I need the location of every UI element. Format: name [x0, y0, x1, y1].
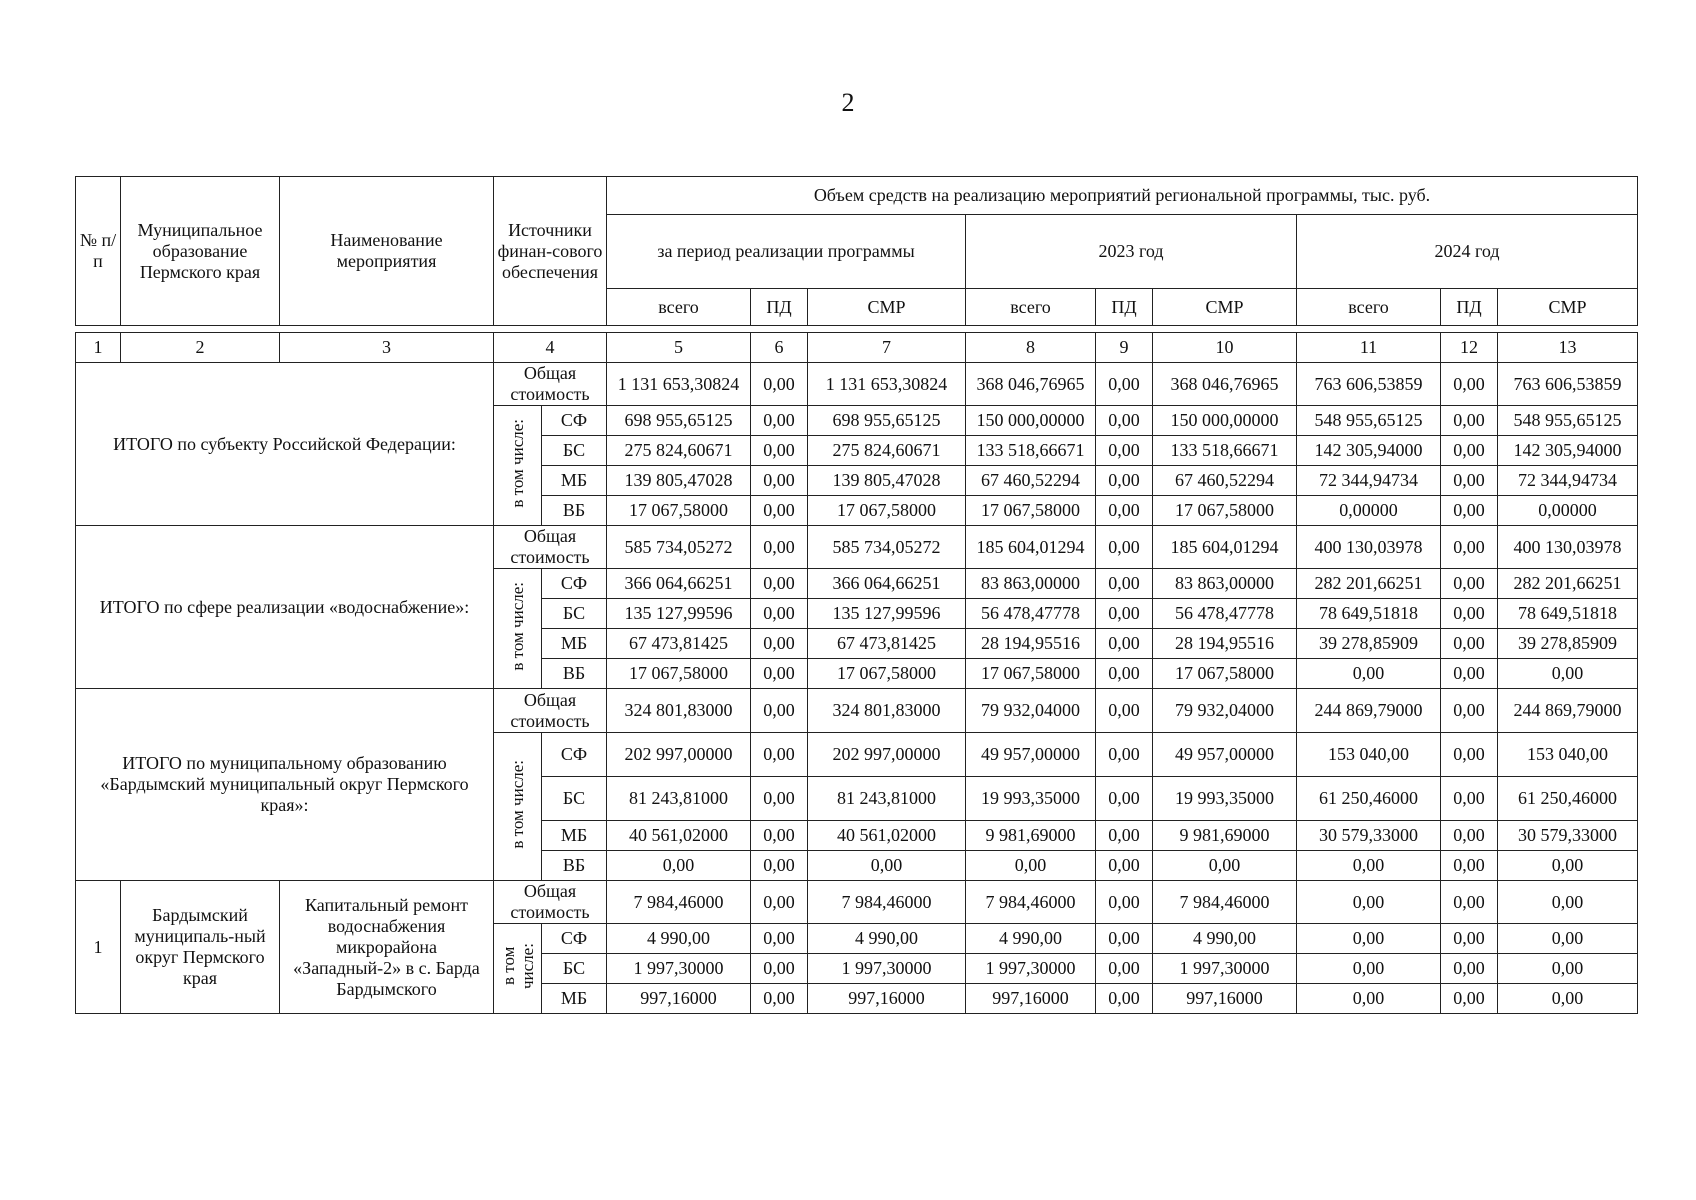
cell-value: 142 305,94000 — [1297, 436, 1441, 466]
source-code: СФ — [542, 924, 607, 954]
cell-value: 1 997,30000 — [1153, 954, 1297, 984]
cell-value: 133 518,66671 — [1153, 436, 1297, 466]
including-label — [494, 406, 542, 526]
cell-value: 0,00 — [1441, 436, 1498, 466]
total-value: 585 734,05272 — [607, 526, 751, 569]
cell-value: 0,00 — [751, 821, 808, 851]
cell-value: 0,00 — [1096, 466, 1153, 496]
total-value: 1 131 653,30824 — [808, 363, 966, 406]
total-value: 368 046,76965 — [1153, 363, 1297, 406]
cell-value: 56 478,47778 — [966, 599, 1096, 629]
cell-value: 698 955,65125 — [607, 406, 751, 436]
cell-value: 0,00 — [1498, 851, 1638, 881]
source-code: БС — [542, 954, 607, 984]
header-sub-всего: всего — [1297, 289, 1441, 326]
cell-value: 275 824,60671 — [808, 436, 966, 466]
cell-value: 40 561,02000 — [808, 821, 966, 851]
cell-value: 30 579,33000 — [1498, 821, 1638, 851]
source-code: ВБ — [542, 659, 607, 689]
source-code: БС — [542, 777, 607, 821]
including-label — [494, 924, 542, 1014]
total-value: 324 801,83000 — [607, 689, 751, 733]
cell-value: 997,16000 — [607, 984, 751, 1014]
cell-value: 548 955,65125 — [1297, 406, 1441, 436]
cell-value: 4 990,00 — [966, 924, 1096, 954]
cell-value: 0,00 — [1441, 954, 1498, 984]
including-label-text: в том числе: — [508, 418, 527, 508]
total-value: 7 984,46000 — [966, 881, 1096, 924]
cell-value: 0,00 — [1153, 851, 1297, 881]
column-number: 2 — [121, 333, 280, 363]
cell-value: 0,00 — [1498, 659, 1638, 689]
cell-value: 4 990,00 — [1153, 924, 1297, 954]
cell-value: 0,00 — [1441, 659, 1498, 689]
total-value: 0,00 — [1498, 881, 1638, 924]
cell-value: 83 863,00000 — [1153, 569, 1297, 599]
cell-value: 9 981,69000 — [966, 821, 1096, 851]
source-code: СФ — [542, 569, 607, 599]
total-value: 1 131 653,30824 — [607, 363, 751, 406]
cell-value: 67 473,81425 — [808, 629, 966, 659]
cell-value: 153 040,00 — [1297, 733, 1441, 777]
header-event-name: Наименование мероприятия — [280, 177, 494, 326]
cell-value: 49 957,00000 — [1153, 733, 1297, 777]
total-value: 0,00 — [1096, 689, 1153, 733]
source-code: ВБ — [542, 496, 607, 526]
cell-value: 150 000,00000 — [1153, 406, 1297, 436]
cell-value: 0,00 — [1096, 924, 1153, 954]
cell-value: 0,00 — [751, 599, 808, 629]
cell-value: 67 460,52294 — [1153, 466, 1297, 496]
including-label — [494, 733, 542, 881]
cell-value: 67 460,52294 — [966, 466, 1096, 496]
source-code: МБ — [542, 466, 607, 496]
cell-value: 17 067,58000 — [1153, 659, 1297, 689]
cell-value: 0,00 — [1096, 599, 1153, 629]
cell-value: 0,00 — [1441, 924, 1498, 954]
section-title: ИТОГО по субъекту Российской Федерации: — [76, 363, 494, 526]
cell-value: 0,00000 — [1498, 496, 1638, 526]
item-number: 1 — [76, 881, 121, 1014]
cell-value: 17 067,58000 — [966, 659, 1096, 689]
total-cost-label: Общая стоимость — [494, 881, 607, 924]
cell-value: 202 997,00000 — [808, 733, 966, 777]
cell-value: 61 250,46000 — [1297, 777, 1441, 821]
header-num: № п/п — [76, 177, 121, 326]
including-label — [494, 569, 542, 689]
cell-value: 19 993,35000 — [1153, 777, 1297, 821]
column-number: 10 — [1153, 333, 1297, 363]
cell-value: 39 278,85909 — [1498, 629, 1638, 659]
column-number: 3 — [280, 333, 494, 363]
cell-value: 0,00 — [1441, 466, 1498, 496]
cell-value: 282 201,66251 — [1498, 569, 1638, 599]
cell-value: 17 067,58000 — [607, 659, 751, 689]
cell-value: 0,00 — [1096, 851, 1153, 881]
cell-value: 78 649,51818 — [1297, 599, 1441, 629]
column-number: 1 — [76, 333, 121, 363]
cell-value: 0,00 — [1096, 436, 1153, 466]
cell-value: 0,00 — [1498, 954, 1638, 984]
header-volume-title: Объем средств на реализацию мероприятий региональной программы, тыс. руб. — [607, 177, 1638, 215]
header-sub-ПД: ПД — [1441, 289, 1498, 326]
cell-value: 0,00 — [1297, 984, 1441, 1014]
cell-value: 0,00 — [1096, 496, 1153, 526]
source-code: СФ — [542, 733, 607, 777]
cell-value: 0,00 — [1096, 733, 1153, 777]
total-value: 185 604,01294 — [966, 526, 1096, 569]
item-municipality: Бардымский муниципаль-ный округ Пермского края — [121, 881, 280, 1014]
total-value: 0,00 — [1441, 526, 1498, 569]
total-value: 0,00 — [1096, 363, 1153, 406]
header-year-2023: 2023 год — [966, 215, 1297, 289]
column-number: 5 — [607, 333, 751, 363]
total-value: 79 932,04000 — [966, 689, 1096, 733]
cell-value: 0,00 — [1441, 496, 1498, 526]
cell-value: 0,00 — [751, 496, 808, 526]
table-row — [76, 881, 1638, 924]
source-code: СФ — [542, 406, 607, 436]
cell-value: 19 993,35000 — [966, 777, 1096, 821]
cell-value: 17 067,58000 — [808, 496, 966, 526]
cell-value: 72 344,94734 — [1498, 466, 1638, 496]
cell-value: 0,00 — [1297, 924, 1441, 954]
cell-value: 81 243,81000 — [808, 777, 966, 821]
cell-value: 0,00 — [1441, 984, 1498, 1014]
total-value: 7 984,46000 — [607, 881, 751, 924]
cell-value: 0,00 — [1297, 954, 1441, 984]
cell-value: 698 955,65125 — [808, 406, 966, 436]
total-value: 0,00 — [1297, 881, 1441, 924]
total-value: 585 734,05272 — [808, 526, 966, 569]
cell-value: 0,00 — [1498, 924, 1638, 954]
cell-value: 0,00 — [1096, 569, 1153, 599]
cell-value: 0,00 — [751, 777, 808, 821]
section-title: ИТОГО по муниципальному образованию «Бардымский муниципальный округ Пермского края»: — [76, 689, 494, 881]
total-value: 0,00 — [1441, 689, 1498, 733]
header-sub-всего: всего — [966, 289, 1096, 326]
cell-value: 83 863,00000 — [966, 569, 1096, 599]
cell-value: 0,00 — [1096, 777, 1153, 821]
budget-table — [75, 176, 1638, 1014]
cell-value: 0,00 — [1441, 777, 1498, 821]
total-value: 763 606,53859 — [1498, 363, 1638, 406]
cell-value: 0,00 — [1096, 984, 1153, 1014]
cell-value: 28 194,95516 — [1153, 629, 1297, 659]
header-municipality: Муниципальное образование Пермского края — [121, 177, 280, 326]
source-code: БС — [542, 599, 607, 629]
cell-value: 1 997,30000 — [966, 954, 1096, 984]
header-sub-ПД: ПД — [751, 289, 808, 326]
cell-value: 0,00 — [751, 733, 808, 777]
header-year-2024: 2024 год — [1297, 215, 1638, 289]
cell-value: 0,00 — [1441, 599, 1498, 629]
cell-value: 9 981,69000 — [1153, 821, 1297, 851]
cell-value: 0,00 — [1096, 659, 1153, 689]
total-cost-label: Общая стоимость — [494, 363, 607, 406]
cell-value: 997,16000 — [808, 984, 966, 1014]
total-value: 0,00 — [751, 363, 808, 406]
section-title: ИТОГО по сфере реализации «водоснабжение»: — [76, 526, 494, 689]
cell-value: 0,00 — [751, 984, 808, 1014]
cell-value: 548 955,65125 — [1498, 406, 1638, 436]
cell-value: 0,00 — [751, 569, 808, 599]
cell-value: 0,00 — [751, 406, 808, 436]
cell-value: 40 561,02000 — [607, 821, 751, 851]
column-number: 8 — [966, 333, 1096, 363]
cell-value: 4 990,00 — [607, 924, 751, 954]
total-value: 400 130,03978 — [1498, 526, 1638, 569]
total-value: 0,00 — [751, 526, 808, 569]
cell-value: 1 997,30000 — [607, 954, 751, 984]
cell-value: 0,00 — [1297, 851, 1441, 881]
cell-value: 0,00 — [607, 851, 751, 881]
cell-value: 135 127,99596 — [607, 599, 751, 629]
total-value: 0,00 — [1096, 881, 1153, 924]
column-number: 4 — [494, 333, 607, 363]
cell-value: 0,00 — [966, 851, 1096, 881]
cell-value: 4 990,00 — [808, 924, 966, 954]
cell-value: 0,00 — [1498, 984, 1638, 1014]
cell-value: 0,00 — [1297, 659, 1441, 689]
column-number: 6 — [751, 333, 808, 363]
source-code: МБ — [542, 821, 607, 851]
including-label-text: в том числе: — [508, 581, 527, 671]
total-value: 0,00 — [1096, 526, 1153, 569]
total-value: 244 869,79000 — [1297, 689, 1441, 733]
header-sub-всего: всего — [607, 289, 751, 326]
column-number: 12 — [1441, 333, 1498, 363]
cell-value: 0,00 — [1096, 629, 1153, 659]
total-value: 0,00 — [1441, 881, 1498, 924]
cell-value: 30 579,33000 — [1297, 821, 1441, 851]
cell-value: 0,00000 — [1297, 496, 1441, 526]
cell-value: 0,00 — [1096, 821, 1153, 851]
cell-value: 997,16000 — [1153, 984, 1297, 1014]
cell-value: 17 067,58000 — [808, 659, 966, 689]
table-row — [76, 526, 1638, 569]
header-sub-СМР: СМР — [1498, 289, 1638, 326]
cell-value: 150 000,00000 — [966, 406, 1096, 436]
cell-value: 366 064,66251 — [607, 569, 751, 599]
column-number: 11 — [1297, 333, 1441, 363]
column-number: 9 — [1096, 333, 1153, 363]
total-value: 763 606,53859 — [1297, 363, 1441, 406]
cell-value: 0,00 — [751, 436, 808, 466]
total-value: 7 984,46000 — [1153, 881, 1297, 924]
cell-value: 135 127,99596 — [808, 599, 966, 629]
cell-value: 139 805,47028 — [808, 466, 966, 496]
cell-value: 0,00 — [1441, 821, 1498, 851]
total-value: 324 801,83000 — [808, 689, 966, 733]
cell-value: 142 305,94000 — [1498, 436, 1638, 466]
including-label-text: в том числе: — [508, 759, 527, 849]
page-number: 2 — [841, 88, 855, 117]
cell-value: 366 064,66251 — [808, 569, 966, 599]
total-value: 0,00 — [751, 881, 808, 924]
column-number: 7 — [808, 333, 966, 363]
cell-value: 0,00 — [1441, 629, 1498, 659]
total-value: 400 130,03978 — [1297, 526, 1441, 569]
cell-value: 153 040,00 — [1498, 733, 1638, 777]
header-sub-СМР: СМР — [1153, 289, 1297, 326]
total-value: 0,00 — [751, 689, 808, 733]
cell-value: 202 997,00000 — [607, 733, 751, 777]
cell-value: 0,00 — [1441, 406, 1498, 436]
cell-value: 275 824,60671 — [607, 436, 751, 466]
cell-value: 49 957,00000 — [966, 733, 1096, 777]
total-cost-label: Общая стоимость — [494, 526, 607, 569]
cell-value: 0,00 — [1096, 406, 1153, 436]
cell-value: 0,00 — [1441, 851, 1498, 881]
cell-value: 0,00 — [751, 629, 808, 659]
header-gap — [76, 326, 1638, 333]
header-sources: Источники финан-сового обеспечения — [494, 177, 607, 326]
header-sub-СМР: СМР — [808, 289, 966, 326]
source-code: МБ — [542, 984, 607, 1014]
total-value: 185 604,01294 — [1153, 526, 1297, 569]
column-number: 13 — [1498, 333, 1638, 363]
total-value: 7 984,46000 — [808, 881, 966, 924]
cell-value: 0,00 — [751, 659, 808, 689]
cell-value: 0,00 — [1441, 569, 1498, 599]
cell-value: 28 194,95516 — [966, 629, 1096, 659]
total-value: 0,00 — [1441, 363, 1498, 406]
source-code: МБ — [542, 629, 607, 659]
table-row — [76, 363, 1638, 406]
total-cost-label: Общая стоимость — [494, 689, 607, 733]
header-sub-ПД: ПД — [1096, 289, 1153, 326]
cell-value: 78 649,51818 — [1498, 599, 1638, 629]
cell-value: 81 243,81000 — [607, 777, 751, 821]
cell-value: 139 805,47028 — [607, 466, 751, 496]
table-row — [76, 689, 1638, 733]
cell-value: 17 067,58000 — [1153, 496, 1297, 526]
cell-value: 67 473,81425 — [607, 629, 751, 659]
cell-value: 133 518,66671 — [966, 436, 1096, 466]
cell-value: 0,00 — [751, 954, 808, 984]
source-code: БС — [542, 436, 607, 466]
cell-value: 282 201,66251 — [1297, 569, 1441, 599]
cell-value: 0,00 — [751, 466, 808, 496]
cell-value: 1 997,30000 — [808, 954, 966, 984]
total-value: 244 869,79000 — [1498, 689, 1638, 733]
cell-value: 0,00 — [1441, 733, 1498, 777]
cell-value: 39 278,85909 — [1297, 629, 1441, 659]
cell-value: 0,00 — [1096, 954, 1153, 984]
total-value: 79 932,04000 — [1153, 689, 1297, 733]
source-code: ВБ — [542, 851, 607, 881]
cell-value: 997,16000 — [966, 984, 1096, 1014]
header-period-total: за период реализации программы — [607, 215, 966, 289]
including-label-text: в том числе: — [498, 943, 537, 989]
item-event: Капитальный ремонт водоснабжения микрорайона «Западный-2» в с. Барда Бардымского — [280, 881, 494, 1014]
cell-value: 72 344,94734 — [1297, 466, 1441, 496]
cell-value: 0,00 — [808, 851, 966, 881]
cell-value: 56 478,47778 — [1153, 599, 1297, 629]
cell-value: 17 067,58000 — [607, 496, 751, 526]
cell-value: 0,00 — [751, 851, 808, 881]
cell-value: 61 250,46000 — [1498, 777, 1638, 821]
cell-value: 0,00 — [751, 924, 808, 954]
cell-value: 17 067,58000 — [966, 496, 1096, 526]
total-value: 368 046,76965 — [966, 363, 1096, 406]
